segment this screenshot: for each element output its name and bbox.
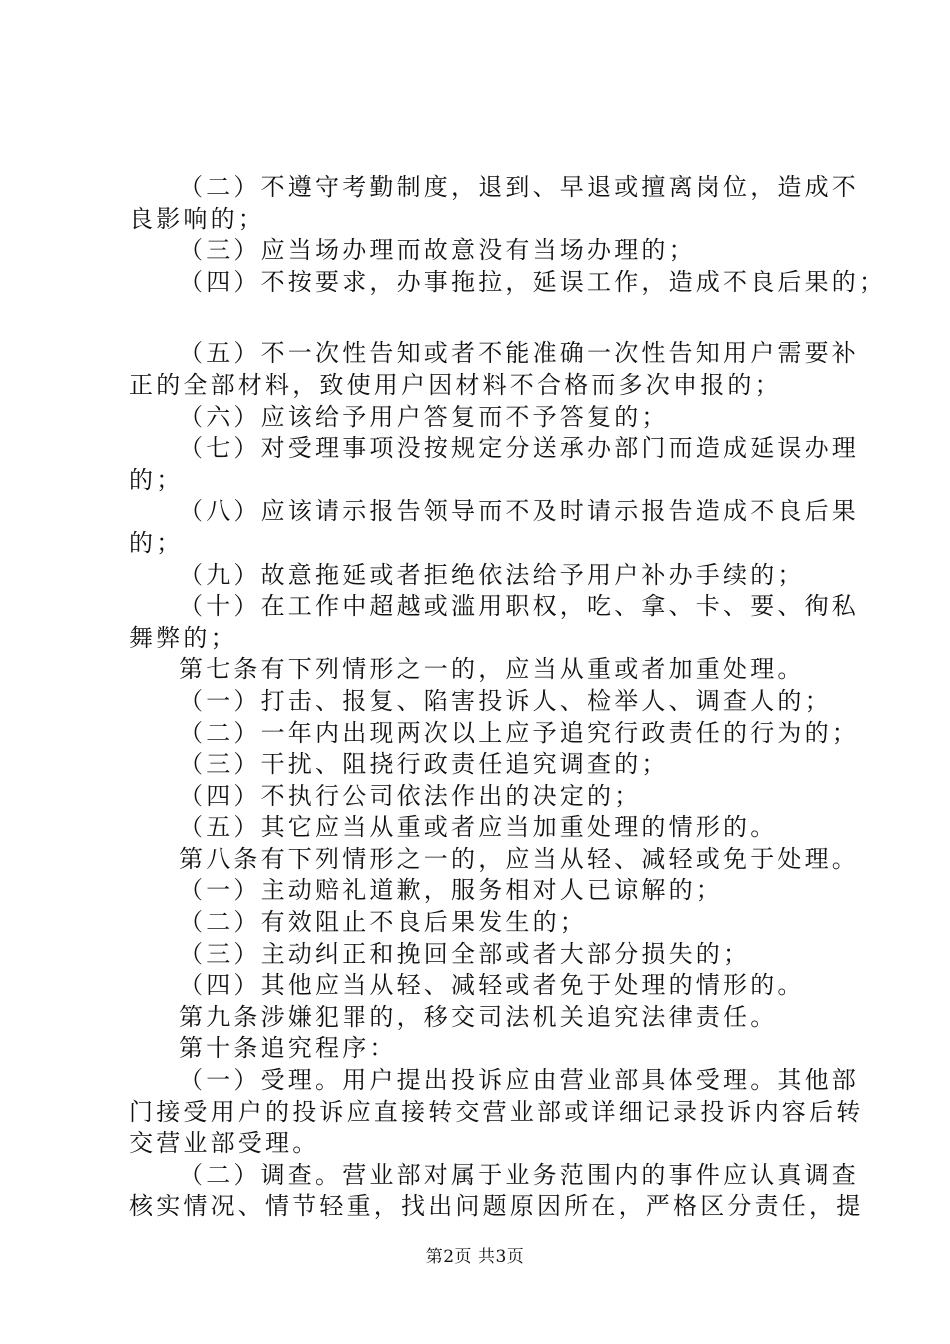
text-line: （四）不执行公司依法作出的决定的； [179, 781, 642, 810]
text-line: 良影响的； [129, 204, 265, 233]
text-line: 核实情况、情节轻重，找出问题原因所在，严格区分责任，提 [129, 1192, 864, 1221]
text-line: （三）应当场办理而故意没有当场办理的； [179, 236, 696, 265]
text-line: （六）应该给予用户答复而不予答复的； [179, 402, 669, 431]
text-line: （九）故意拖延或者拒绝依法给予用户补办手续的； [179, 560, 805, 589]
document-body [129, 172, 887, 1223]
text-line: 第十条追究程序： [179, 1034, 397, 1063]
text-line: （八）应该请示报告领导而不及时请示报告造成不良后果 [179, 497, 859, 526]
text-line: 第七条有下列情形之一的，应当从重或者加重处理。 [179, 655, 805, 684]
text-line: 门接受用户的投诉应直接转交营业部或详细记录投诉内容后转 [129, 1097, 864, 1126]
text-line: （七）对受理事项没按规定分送承办部门而造成延误办理 [179, 434, 859, 463]
text-line: （十）在工作中超越或滥用职权，吃、拿、卡、要、徇私 [179, 592, 859, 621]
paragraph-gap [129, 298, 849, 338]
text-line: （四）其他应当从轻、减轻或者免于处理的情形的。 [179, 971, 805, 1000]
text-line: （五）不一次性告知或者不能准确一次性告知用户需要补 [179, 339, 859, 368]
text-line: （二）有效阻止不良后果发生的； [179, 908, 587, 937]
text-line: （二）一年内出现两次以上应予追究行政责任的行为的； [179, 718, 859, 747]
text-line: （五）其它应当从重或者应当加重处理的情形的。 [179, 813, 778, 842]
text-line: 的； [129, 465, 184, 494]
text-line: 舞弊的； [129, 623, 238, 652]
text-line: 正的全部材料，致使用户因材料不合格而多次申报的； [129, 370, 782, 399]
text-line: （一）受理。用户提出投诉应由营业部具体受理。其他部 [179, 1066, 859, 1095]
text-line: （一）打击、报复、陷害投诉人、检举人、调查人的； [179, 686, 832, 715]
text-line: 第九条涉嫌犯罪的，移交司法机关追究法律责任。 [179, 1002, 778, 1031]
text-line: 交营业部受理。 [129, 1129, 320, 1158]
text-line: （一）主动赔礼道歉，服务相对人已谅解的； [179, 876, 723, 905]
text-line: （三）干扰、阻挠行政责任追究调查的； [179, 750, 669, 779]
page-footer: 第2页 共3页 [425, 1247, 525, 1267]
text-line: （二）调查。营业部对属于业务范围内的事件应认真调查 [179, 1160, 859, 1189]
text-line: （三）主动纠正和挽回全部或者大部分损失的； [179, 939, 751, 968]
text-line: 的； [129, 528, 184, 557]
text-line: 第八条有下列情形之一的，应当从轻、减轻或免于处理。 [179, 844, 859, 873]
text-line: （二）不遵守考勤制度，退到、早退或擅离岗位，造成不 [179, 173, 859, 201]
text-line: （四）不按要求，办事拖拉，延误工作，造成不良后果的； [179, 267, 887, 296]
